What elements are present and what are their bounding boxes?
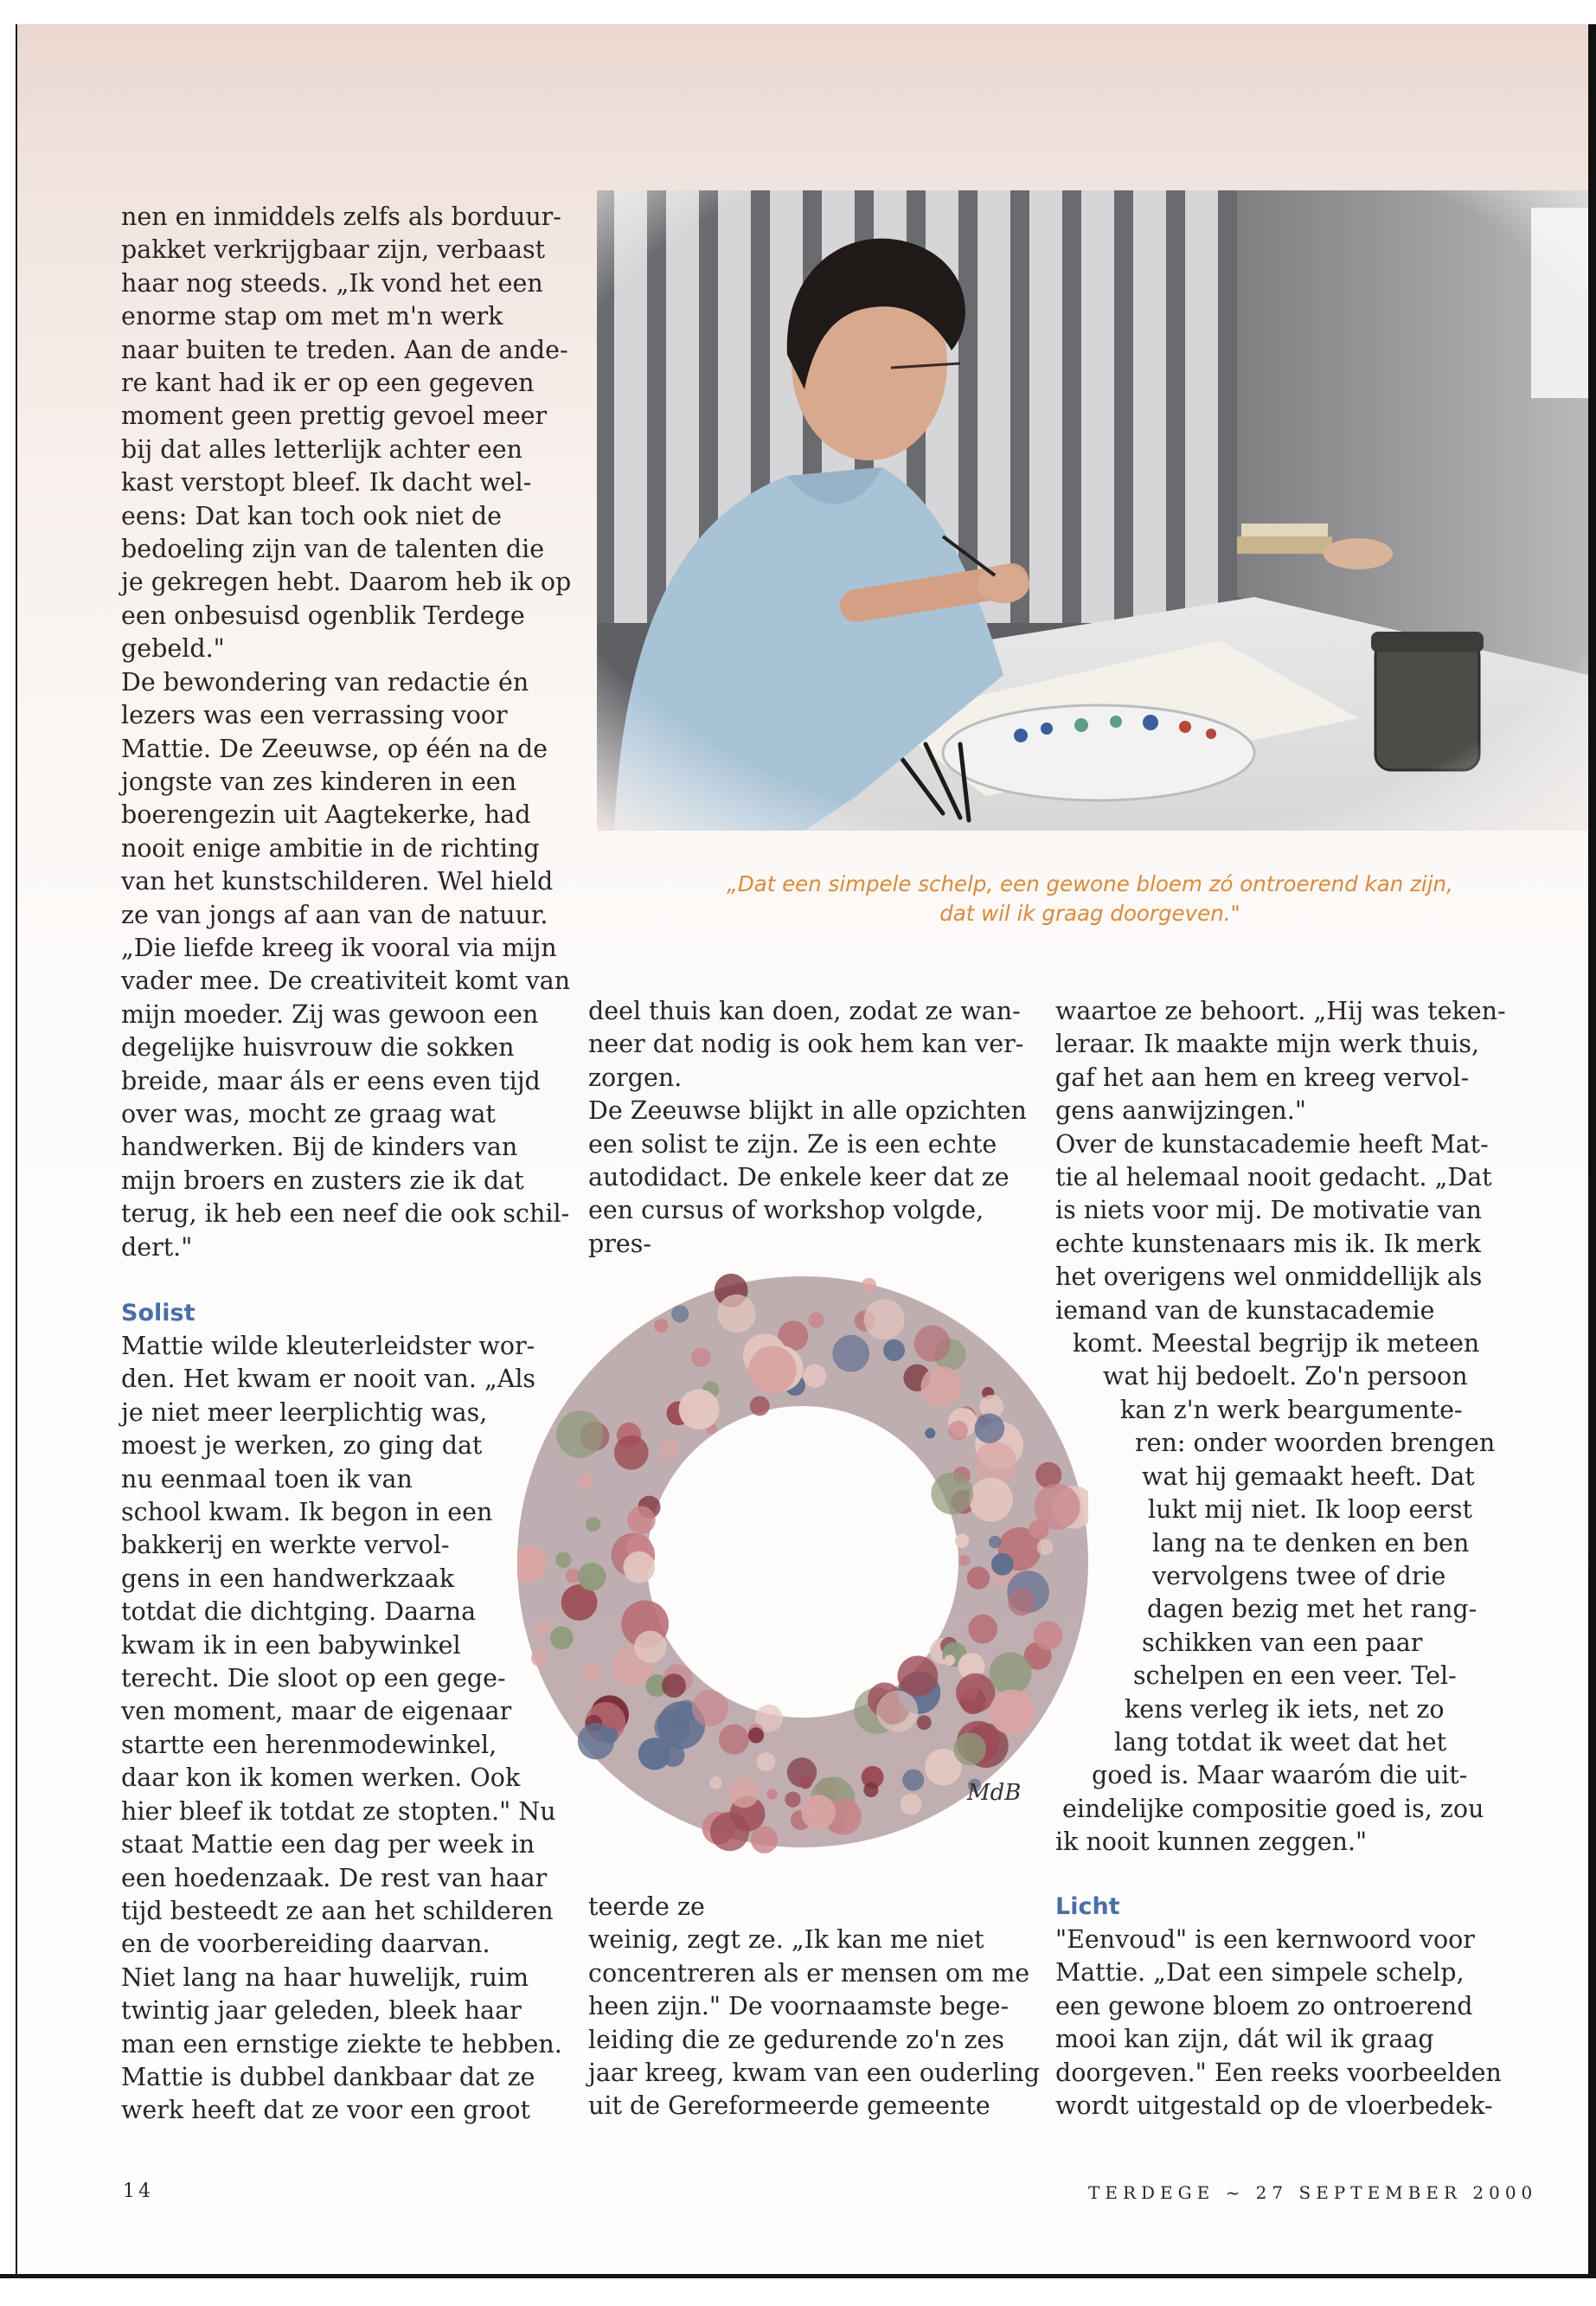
text-line: schikken van een paar	[1142, 1628, 1423, 1657]
wreath-flower	[535, 1621, 550, 1635]
text-line: De bewondering van redactie én	[121, 667, 529, 697]
text-line: leraar. Ik maakte mijn werk thuis,	[1055, 1030, 1480, 1059]
text-line: een onbesuisd ogenblik Terdege	[121, 601, 525, 630]
text-line: goed is. Maar waaróm die uit-	[1092, 1761, 1468, 1790]
wreath-flower	[931, 1473, 973, 1515]
wreath-flower	[601, 1727, 618, 1744]
wreath-flower	[809, 1313, 824, 1328]
text-line: terug, ik heb een neef die ook schil-	[121, 1199, 570, 1229]
text-line: moment geen prettig gevoel meer	[121, 401, 548, 431]
text-line: mijn broers en zusters zie ik dat	[121, 1166, 524, 1195]
text-line: mijn moeder. Zij was gewoon een	[121, 999, 539, 1029]
text-line: lezers was een verrassing voor	[121, 701, 508, 730]
text-line: school kwam. Ik begon in een	[121, 1498, 493, 1527]
text-line: lang totdat ik weet dat het	[1114, 1727, 1447, 1757]
wreath-flower	[719, 1725, 749, 1755]
text-line: handwerken. Bij de kinders van	[121, 1133, 518, 1162]
wreath-flower	[799, 1776, 812, 1789]
text-line: vader mee. De creativiteit komt van	[121, 967, 571, 996]
wreath-flower	[709, 1776, 722, 1789]
wreath-flower	[710, 1812, 749, 1851]
painter-photo	[597, 190, 1588, 831]
text-line: jongste van zes kinderen in een	[121, 767, 517, 796]
wreath-flower	[692, 1690, 728, 1726]
text-line: gaf het aan hem en kreeg vervol-	[1055, 1063, 1470, 1092]
text-line: De Zeeuwse blijkt in alle opzichten	[588, 1096, 1027, 1126]
text-line: autodidact. De enkele keer dat ze	[588, 1163, 1010, 1192]
wreath-flower	[953, 1732, 986, 1765]
photo-caption	[606, 870, 1574, 928]
text-line: enorme stap om met m'n werk	[121, 302, 503, 331]
text-line: ik nooit kunnen zeggen."	[1055, 1827, 1368, 1857]
text-line: Mattie. De Zeeuwse, op één na de	[121, 734, 548, 763]
wreath-flower	[767, 1789, 778, 1799]
text-line: deel thuis kan doen, zodat ze wan-	[588, 997, 1021, 1025]
text-line: terecht. Die sloot op een gege-	[121, 1664, 506, 1693]
text-line: Mattie. „Dat een simpele schelp,	[1055, 1958, 1465, 1988]
wreath-flower	[756, 1752, 775, 1771]
text-line: boerengezin uit Aagtekerke, had	[121, 800, 531, 830]
text-line: zorgen.	[588, 1063, 683, 1092]
page-number: 14	[123, 2181, 154, 2202]
text-line: een solist te zijn. Ze is een echte	[588, 1129, 997, 1159]
text-line: tijd besteedt ze aan het schilderen	[121, 1896, 554, 1925]
text-line: kast verstopt bleef. Ik dacht wel-	[121, 468, 532, 498]
wreath-flower	[968, 1615, 997, 1644]
text-line: van het kunstschilderen. Wel hield	[121, 867, 554, 896]
wreath-flower	[948, 1421, 968, 1441]
wreath-flower	[748, 1346, 796, 1393]
wreath-flower	[717, 1294, 755, 1333]
artist-signature: MdB	[967, 1780, 1022, 1806]
text-line: echte kunstenaars mis ik. Ik merk	[1055, 1229, 1481, 1258]
text-line: jaar kreeg, kwam van een ouderling	[588, 2059, 1040, 2088]
wreath-flower	[832, 1335, 869, 1372]
text-line: staat Mattie een dag per week in	[121, 1830, 535, 1860]
text-line: bakkerij en werkte vervol-	[121, 1531, 450, 1560]
text-line: "Eenvoud" is een kernwoord voor	[1055, 1925, 1475, 1954]
text-line: leiding die ze gedurende zo'n zes	[588, 2025, 1004, 2054]
wreath-flower	[955, 1534, 969, 1548]
wreath-flower	[555, 1552, 571, 1568]
wreath-flower	[862, 1278, 876, 1293]
wreath-flower	[925, 1428, 935, 1438]
wreath-flower	[748, 1727, 764, 1743]
article-column-2-continued	[588, 1891, 1040, 2123]
text-line: gebeld."	[121, 634, 225, 664]
text-line: komt. Meestal begrijp ik meteen	[1073, 1329, 1480, 1359]
caption-line-1: „Dat een simpele schelp, een gewone bloem zó ontroerend kan zijn,	[727, 871, 1453, 896]
column-1-text-a	[121, 201, 572, 1264]
text-line: kan z'n werk beargumente-	[1120, 1395, 1463, 1424]
wreath-flower	[990, 1652, 1032, 1694]
wreath-flower	[801, 1795, 836, 1829]
text-line: dert."	[121, 1232, 193, 1262]
text-line: breide, maar áls er eens even tijd	[121, 1066, 541, 1095]
wreath-flower	[556, 1410, 604, 1458]
wreath-flower	[679, 1389, 720, 1429]
text-line: een gewone bloem zo ontroerend	[1055, 1991, 1473, 2020]
scan-edge-bottom	[0, 2274, 1596, 2306]
wreath-flower	[1008, 1589, 1035, 1615]
wreath-flower	[1029, 1519, 1048, 1539]
text-line: Over de kunstacademie heeft Mat-	[1055, 1129, 1489, 1159]
wreath-flower	[969, 1478, 1013, 1522]
article-column-3-continued	[1055, 1891, 1502, 2123]
text-line: heen zijn." De voornaamste bege-	[588, 1992, 1010, 2021]
text-line: den. Het kwam er nooit van. „Als	[121, 1365, 536, 1394]
text-line: pres-	[588, 1229, 651, 1258]
text-line: nu eenmaal toen ik van	[121, 1464, 413, 1493]
text-line: bij dat alles letterlijk achter een	[121, 434, 522, 464]
text-line: twintig jaar geleden, bleek haar	[121, 1996, 522, 2026]
caption-line-2: dat wil ik graag doorgeven."	[939, 901, 1240, 926]
text-line: je niet meer leerplichtig was,	[121, 1397, 488, 1427]
text-line: naar buiten te treden. Aan de ande-	[121, 335, 568, 364]
text-line: over was, mocht ze graag wat	[121, 1099, 496, 1128]
wreath-flower	[550, 1626, 574, 1649]
wreath-flower	[728, 1776, 760, 1808]
text-line: weinig, zegt ze. „Ik kan me niet	[588, 1925, 984, 1955]
wreath-flower	[989, 1536, 1002, 1549]
text-line: doorgeven." Een reeks voorbeelden	[1055, 2058, 1502, 2087]
wreath-flower	[750, 1396, 770, 1416]
scan-margin-top	[0, 0, 1596, 24]
text-line: waartoe ze behoort. „Hij was teken-	[1055, 997, 1506, 1025]
text-line: degelijke huisvrouw die sokken	[121, 1033, 515, 1063]
text-line: lukt mij niet. Ik loop eerst	[1148, 1495, 1472, 1525]
wreath-flower	[531, 1649, 548, 1667]
wreath-flower	[751, 1827, 778, 1853]
wreath-flower	[902, 1770, 924, 1791]
scan-edge-right	[1588, 24, 1596, 2302]
section-heading-licht: Licht	[1055, 1893, 1120, 1920]
text-line: hier bleef ik totdat ze stopten." Nu	[121, 1796, 556, 1826]
text-line: totdat die dichtging. Daarna	[121, 1597, 477, 1627]
text-line: kwam ik in een babywinkel	[121, 1630, 461, 1660]
text-line: „Die liefde kreeg ik vooral via mijn	[121, 933, 557, 962]
wreath-flower	[579, 1474, 593, 1489]
text-line: teerde ze	[588, 1892, 705, 1921]
text-line: en de voorbereiding daarvan.	[121, 1930, 490, 1959]
section-heading-solist: Solist	[121, 1300, 195, 1326]
wreath-svg	[517, 1263, 1088, 1869]
wreath-flower	[901, 1794, 922, 1815]
wreath-flower	[634, 1631, 666, 1663]
text-line: eens: Dat kan toch ook niet de	[121, 501, 502, 530]
text-line: ven moment, maar de eigenaar	[121, 1697, 512, 1726]
wreath-flower	[974, 1442, 1017, 1485]
wreath-flower	[883, 1339, 905, 1361]
text-line: je gekregen hebt. Daarom heb ik op	[121, 568, 572, 597]
text-line: ren: onder woorden brengen	[1135, 1429, 1496, 1458]
wreath-flower	[991, 1553, 1014, 1576]
text-line: uit de Gereformeerde gemeente	[588, 2091, 990, 2121]
text-line: vervolgens twee of drie	[1152, 1561, 1446, 1590]
article-column-2	[588, 995, 1029, 1261]
wreath-flower	[654, 1319, 668, 1333]
wreath-flower	[578, 1563, 606, 1591]
text-line: nen en inmiddels zelfs als borduur-	[121, 202, 561, 231]
wreath-flower	[662, 1744, 685, 1767]
text-line: schelpen en een veer. Tel-	[1133, 1661, 1457, 1691]
wreath-flower	[876, 1691, 918, 1732]
painter-photo-illustration	[597, 190, 1588, 831]
text-line: moest je werken, zo ging dat	[121, 1431, 483, 1461]
text-line: iemand van de kunstacademie	[1055, 1295, 1435, 1325]
text-line: pakket verkrijgbaar zijn, verbaast	[121, 235, 546, 265]
text-line: een hoedenzaak. De rest van haar	[121, 1863, 548, 1892]
text-line: daar kon ik komen werken. Ook	[121, 1763, 521, 1793]
text-line: Mattie is dubbel dankbaar dat ze	[121, 2062, 535, 2091]
wreath-flower	[614, 1436, 649, 1470]
text-line: mooi kan zijn, dát wil ik graag	[1055, 2025, 1434, 2054]
text-line: is niets voor mij. De motivatie van	[1055, 1196, 1483, 1225]
wreath-flower	[921, 1366, 962, 1407]
text-line: neer dat nodig is ook hem kan ver-	[588, 1030, 1024, 1059]
wreath-flower	[623, 1551, 655, 1583]
publication-footer: TERDEGE ~ 27 SEPTEMBER 2000	[1088, 2182, 1538, 2203]
wreath-flower	[898, 1656, 939, 1697]
wreath-flower	[917, 1715, 932, 1730]
wreath-flower	[959, 1555, 971, 1566]
text-line: re kant had ik er op een gegeven	[121, 369, 535, 398]
wreath-flower	[671, 1305, 689, 1322]
text-line: gens aanwijzingen."	[1055, 1096, 1306, 1126]
text-line: man een ernstige ziekte te hebben.	[121, 2029, 562, 2059]
wreath-flower	[586, 1517, 600, 1532]
article-column-1	[121, 201, 572, 2128]
wreath-flower	[1037, 1539, 1054, 1556]
text-line: wordt uitgestald op de vloerbedek-	[1055, 2091, 1493, 2121]
wreath-flower	[691, 1348, 710, 1367]
text-line: kens verleg ik iets, net zo	[1125, 1694, 1445, 1724]
wreath-flower	[945, 1655, 956, 1667]
text-line: Niet lang na haar huwelijk, ruim	[121, 1962, 529, 1992]
text-line: bedoeling zijn van de talenten die	[121, 535, 545, 564]
wreath-flower	[658, 1440, 678, 1460]
article-column-3	[1055, 995, 1506, 1860]
wreath-flower	[662, 1673, 686, 1698]
text-line: wat hij bedoelt. Zo'n persoon	[1103, 1362, 1468, 1391]
text-line: ze van jongs af aan van de natuur.	[121, 900, 548, 929]
wreath-flower	[803, 1365, 826, 1388]
wreath-flower	[582, 1664, 602, 1684]
wreath-flower	[914, 1326, 951, 1362]
text-line: een cursus of workshop volgde,	[588, 1196, 984, 1225]
flower-wreath-illustration	[517, 1263, 1088, 1869]
text-line: gens in een handwerkzaak	[121, 1564, 455, 1593]
text-line: startte een herenmodewinkel,	[121, 1730, 497, 1759]
column-1-text-b	[121, 1330, 562, 2128]
wreath-flower	[967, 1567, 990, 1590]
text-line: het overigens wel onmiddellijk als	[1055, 1262, 1483, 1292]
text-line: nooit enige ambitie in de richting	[121, 833, 540, 863]
wreath-flower	[975, 1413, 1005, 1443]
wreath-flower	[990, 1689, 1035, 1735]
wreath-flower	[654, 1710, 689, 1745]
wreath-flower	[956, 1673, 995, 1712]
wreath-flower	[785, 1792, 800, 1808]
text-line: werk heeft dat ze voor een groot	[121, 2096, 530, 2125]
text-line: lang na te denken en ben	[1152, 1528, 1470, 1558]
text-line: Mattie wilde kleuterleidster wor-	[121, 1332, 535, 1360]
text-line: wat hij gemaakt heeft. Dat	[1142, 1461, 1475, 1491]
text-line: eindelijke compositie goed is, zou	[1062, 1794, 1484, 1823]
wreath-flower	[627, 1506, 655, 1534]
wreath-flower	[863, 1782, 878, 1797]
wreath-flower	[864, 1299, 905, 1339]
text-line: concentreren als er mensen om me	[588, 1958, 1030, 1988]
text-line: tie al helemaal nooit gedacht. „Dat	[1055, 1163, 1492, 1192]
text-line: dagen bezig met het rang-	[1147, 1595, 1477, 1624]
text-line: haar nog steeds. „Ik vond het een	[121, 268, 543, 298]
